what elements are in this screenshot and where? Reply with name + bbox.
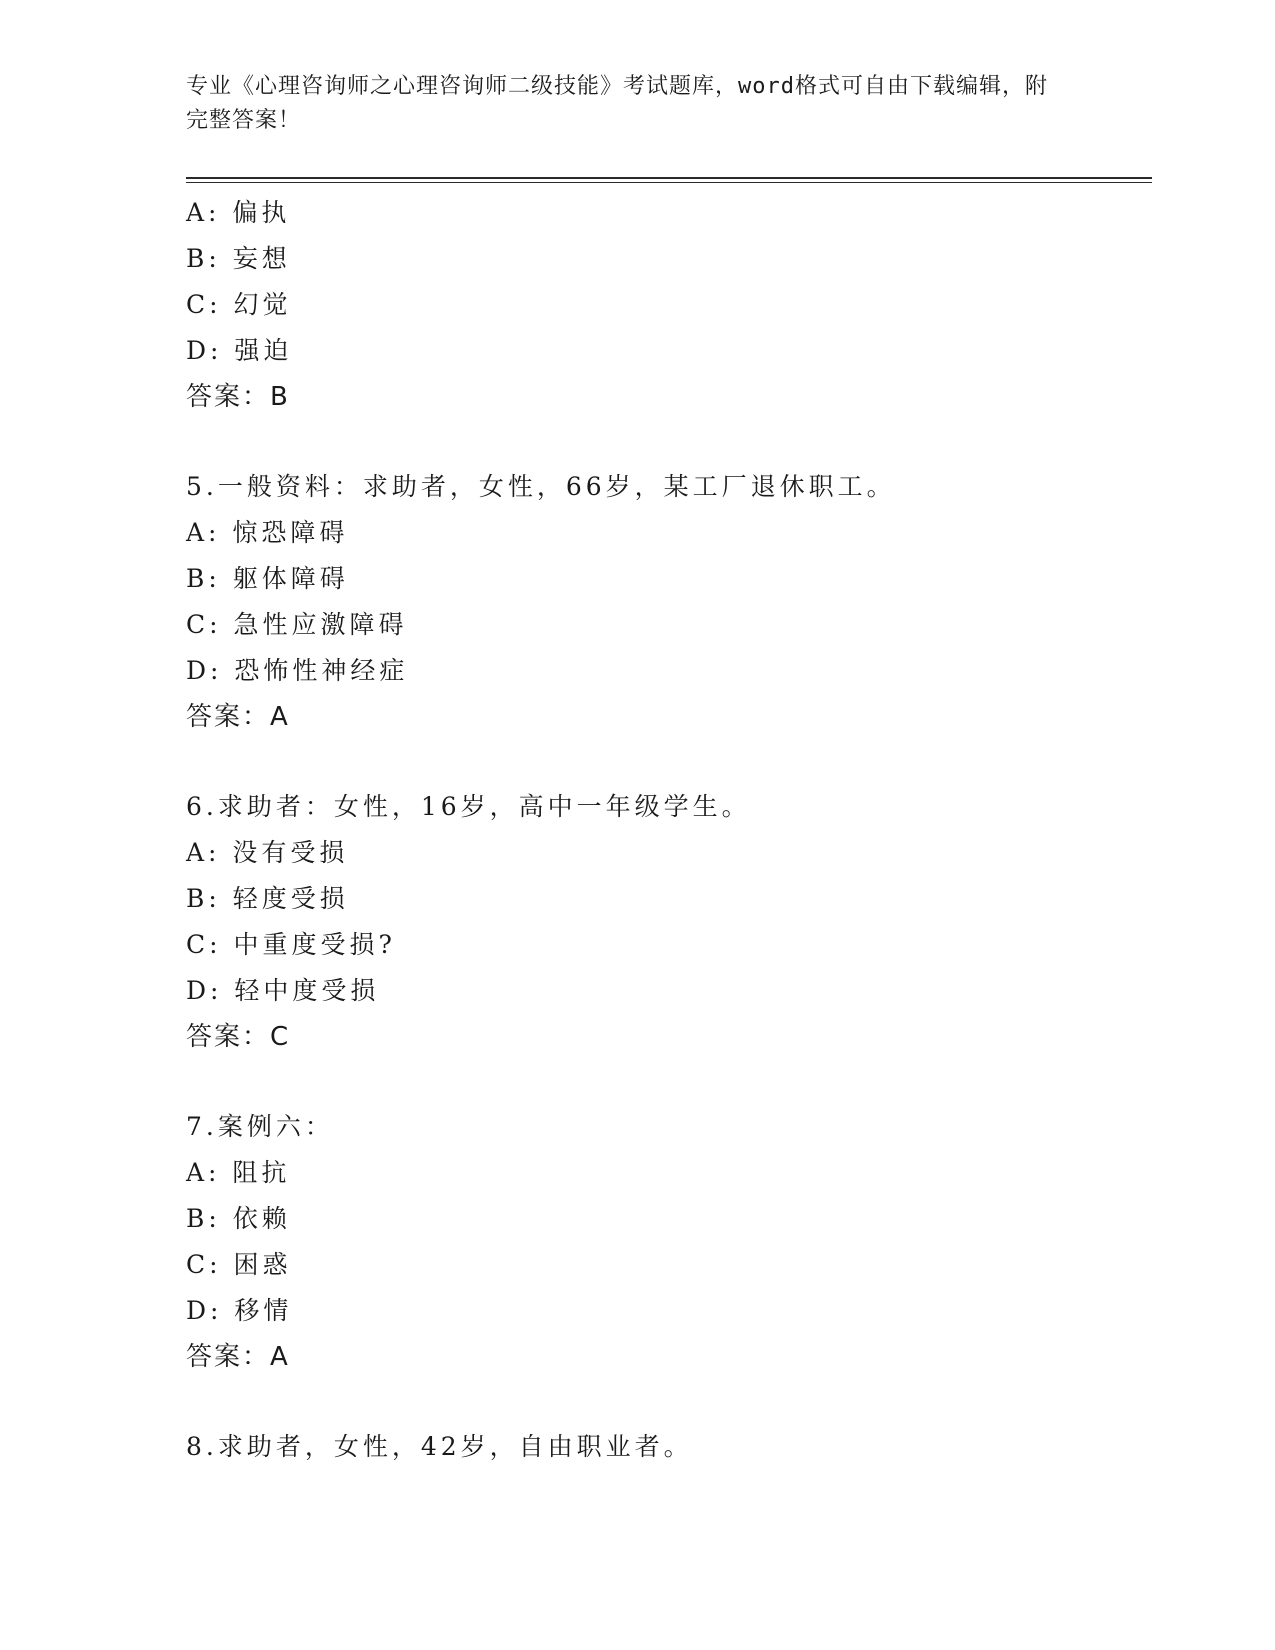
- block-spacer: [186, 1380, 1146, 1424]
- option-d: D: 恐怖性神经症: [186, 656, 409, 685]
- option-a: A: 惊恐障碍: [186, 518, 349, 547]
- block-spacer: [186, 1060, 1146, 1104]
- option-b: B: 依赖: [186, 1204, 291, 1233]
- option-c: C: 困惑: [186, 1250, 292, 1279]
- option-c: C: 中重度受损?: [186, 930, 396, 959]
- option-c: C: 急性应激障碍: [186, 610, 408, 639]
- question-block: [186, 1424, 1146, 1470]
- option-b: B: 躯体障碍: [186, 564, 349, 593]
- option-a: A: 阻抗: [186, 1158, 291, 1187]
- document-header: 专业《心理咨询师之心理咨询师二级技能》考试题库，word格式可自由下载编辑，附完整答案！: [186, 74, 1048, 133]
- option-a: A: 偏执: [186, 198, 291, 227]
- question-text: 8.求助者，女性，42岁，自由职业者。: [186, 1432, 693, 1461]
- question-block: [186, 464, 1146, 740]
- option-a: A: 没有受损: [186, 838, 349, 867]
- option-d: D: 移情: [186, 1296, 293, 1325]
- question-list: [186, 190, 1146, 1470]
- block-spacer: [186, 740, 1146, 784]
- option-b: B: 妄想: [186, 244, 291, 273]
- option-b: B: 轻度受损: [186, 884, 349, 913]
- question-text: 6.求助者：女性，16岁，高中一年级学生。: [186, 792, 751, 821]
- option-d: D: 轻中度受损: [186, 976, 380, 1005]
- question-block: [186, 1104, 1146, 1380]
- answer-line: 答案：B: [186, 382, 290, 412]
- question-text: 7.案例六：: [186, 1112, 334, 1141]
- option-c: C: 幻觉: [186, 290, 292, 319]
- question-text: 5.一般资料：求助者，女性，66岁，某工厂退休职工。: [186, 472, 896, 501]
- question-block: [186, 190, 1146, 420]
- answer-line: 答案：C: [186, 1022, 291, 1052]
- answer-line: 答案：A: [186, 1342, 290, 1372]
- question-block: [186, 784, 1146, 1060]
- option-d: D: 强迫: [186, 336, 293, 365]
- header-rule-thick: [186, 177, 1152, 179]
- header-rule-thin: [186, 182, 1152, 183]
- answer-line: 答案：A: [186, 702, 290, 732]
- block-spacer: [186, 420, 1146, 464]
